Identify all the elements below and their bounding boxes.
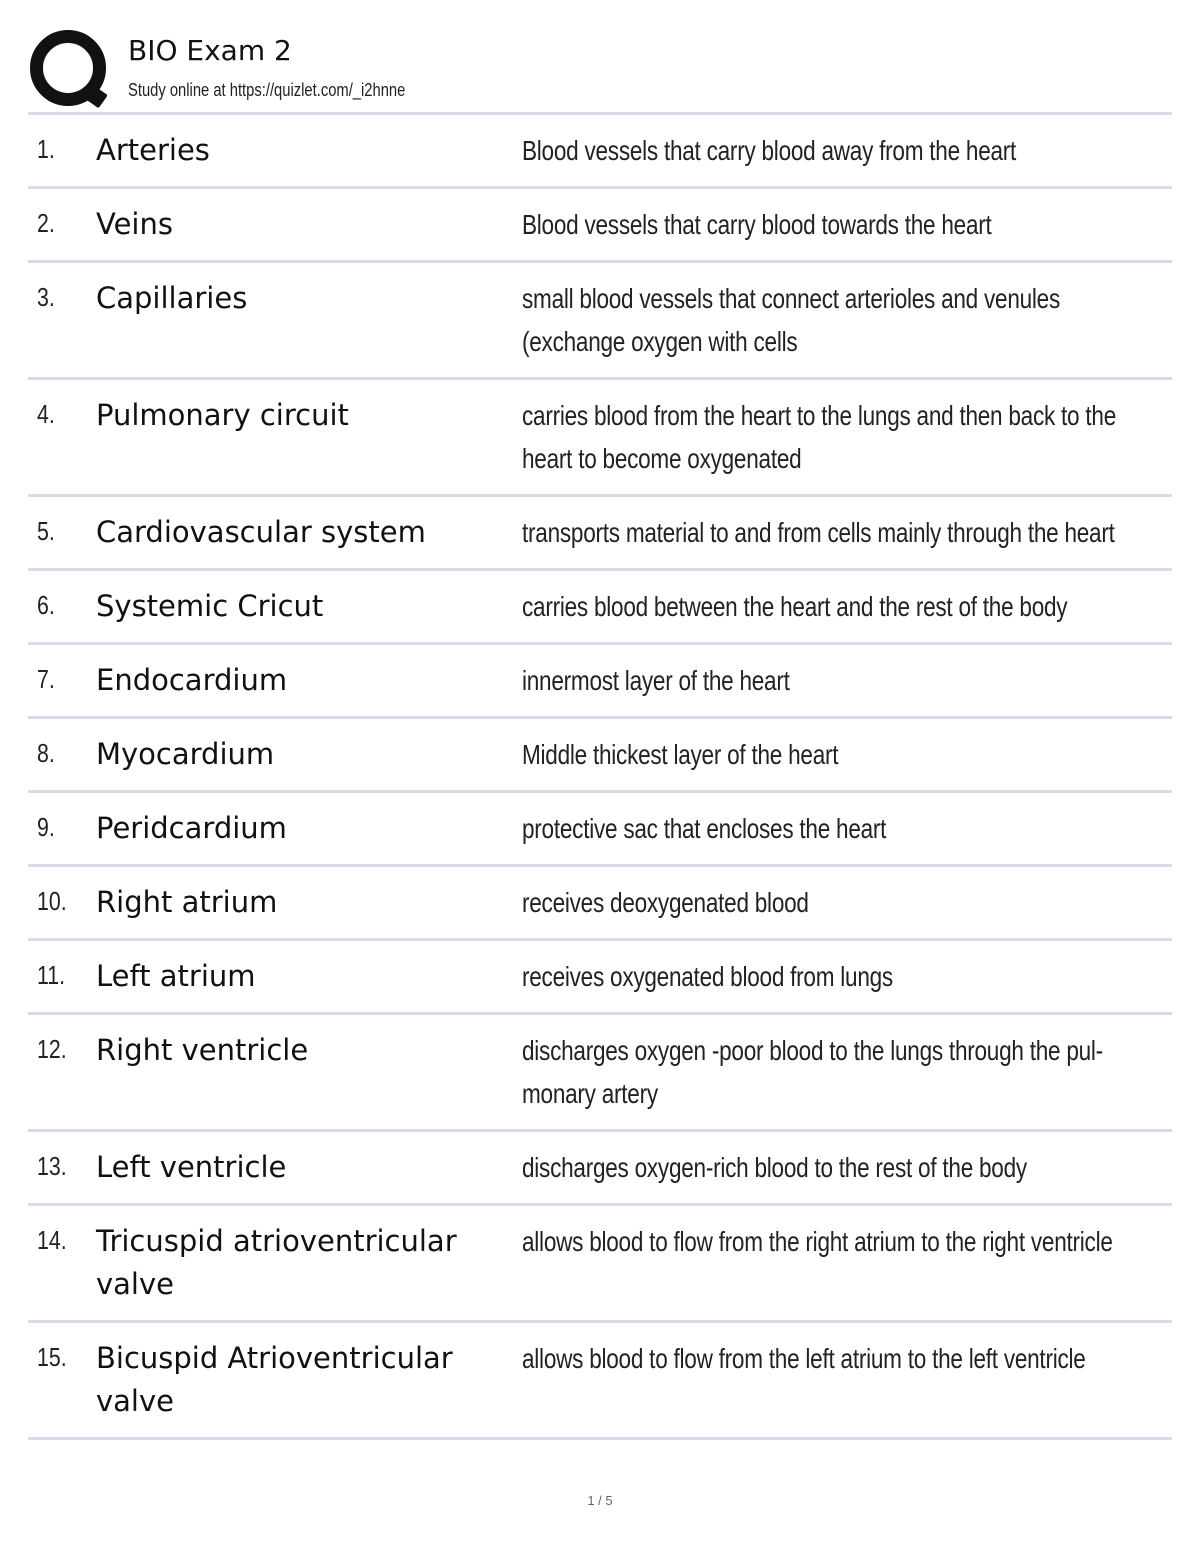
item-definition: discharges oxygen -poor blood to the lungs through the pul- monary artery (522, 1035, 1103, 1109)
term-row (28, 867, 1172, 941)
item-number: 12. (37, 1034, 67, 1064)
item-number: 13. (37, 1151, 67, 1181)
item-term: Left atrium (96, 959, 256, 993)
item-number: 14. (37, 1225, 67, 1255)
item-term: Cardiovascular system (96, 515, 426, 549)
term-list (28, 112, 1172, 1440)
item-term: Bicuspid Atrioventricular valve (96, 1341, 453, 1418)
item-number: 6. (37, 590, 55, 620)
item-definition: Blood vessels that carry blood towards the heart (522, 209, 992, 240)
item-term: Veins (96, 207, 173, 241)
item-number: 1. (37, 134, 55, 164)
item-term: Right ventricle (96, 1033, 309, 1067)
page-title: BIO Exam 2 (128, 34, 292, 67)
item-definition: small blood vessels that connect arterioles and venules (exchange oxygen with cells (522, 283, 1061, 357)
item-definition: innermost layer of the heart (522, 665, 790, 696)
item-term: Tricuspid atrioventricular valve (96, 1224, 457, 1301)
term-row (28, 645, 1172, 719)
item-number: 4. (37, 399, 55, 429)
item-number: 5. (37, 516, 55, 546)
item-definition: allows blood to flow from the right atrium to the right ventricle (522, 1226, 1113, 1257)
term-row (28, 719, 1172, 793)
item-term: Endocardium (96, 663, 288, 697)
item-definition: Blood vessels that carry blood away from the heart (522, 135, 1017, 166)
term-row (28, 380, 1172, 497)
term-row (28, 497, 1172, 571)
term-row (28, 1206, 1172, 1323)
item-term: Left ventricle (96, 1150, 287, 1184)
page-number: 1 / 5 (587, 1493, 613, 1508)
item-number: 10. (37, 886, 67, 916)
item-definition: receives oxygenated blood from lungs (522, 961, 893, 992)
item-term: Right atrium (96, 885, 278, 919)
item-term: Arteries (96, 133, 210, 167)
page-subtitle: Study online at https://quizlet.com/_i2hnne (128, 80, 406, 100)
term-row (28, 571, 1172, 645)
item-term: Pulmonary circuit (96, 398, 349, 432)
item-term: Systemic Cricut (96, 589, 324, 623)
item-number: 15. (37, 1342, 67, 1372)
item-number: 11. (37, 960, 66, 990)
item-definition: carries blood from the heart to the lungs and then back to the heart to become oxygenated (522, 400, 1116, 474)
term-row (28, 263, 1172, 380)
item-definition: protective sac that encloses the heart (522, 813, 887, 844)
term-row (28, 1323, 1172, 1440)
item-definition: transports material to and from cells mainly through the heart (522, 517, 1115, 548)
item-definition: receives deoxygenated blood (522, 887, 809, 918)
term-row (28, 1015, 1172, 1132)
item-number: 9. (37, 812, 55, 842)
item-number: 7. (37, 664, 55, 694)
item-number: 3. (37, 282, 55, 312)
term-row (28, 941, 1172, 1015)
term-row (28, 793, 1172, 867)
term-row (28, 189, 1172, 263)
header (30, 30, 1172, 110)
term-row (28, 1132, 1172, 1206)
item-definition: discharges oxygen-rich blood to the rest of the body (522, 1152, 1027, 1183)
item-definition: carries blood between the heart and the rest of the body (522, 591, 1068, 622)
item-term: Peridcardium (96, 811, 287, 845)
item-definition: allows blood to flow from the left atrium to the left ventricle (522, 1343, 1086, 1374)
item-number: 2. (37, 208, 55, 238)
item-term: Capillaries (96, 281, 248, 315)
term-row (28, 115, 1172, 189)
item-term: Myocardium (96, 737, 275, 771)
item-definition: Middle thickest layer of the heart (522, 739, 839, 770)
item-number: 8. (37, 738, 55, 768)
